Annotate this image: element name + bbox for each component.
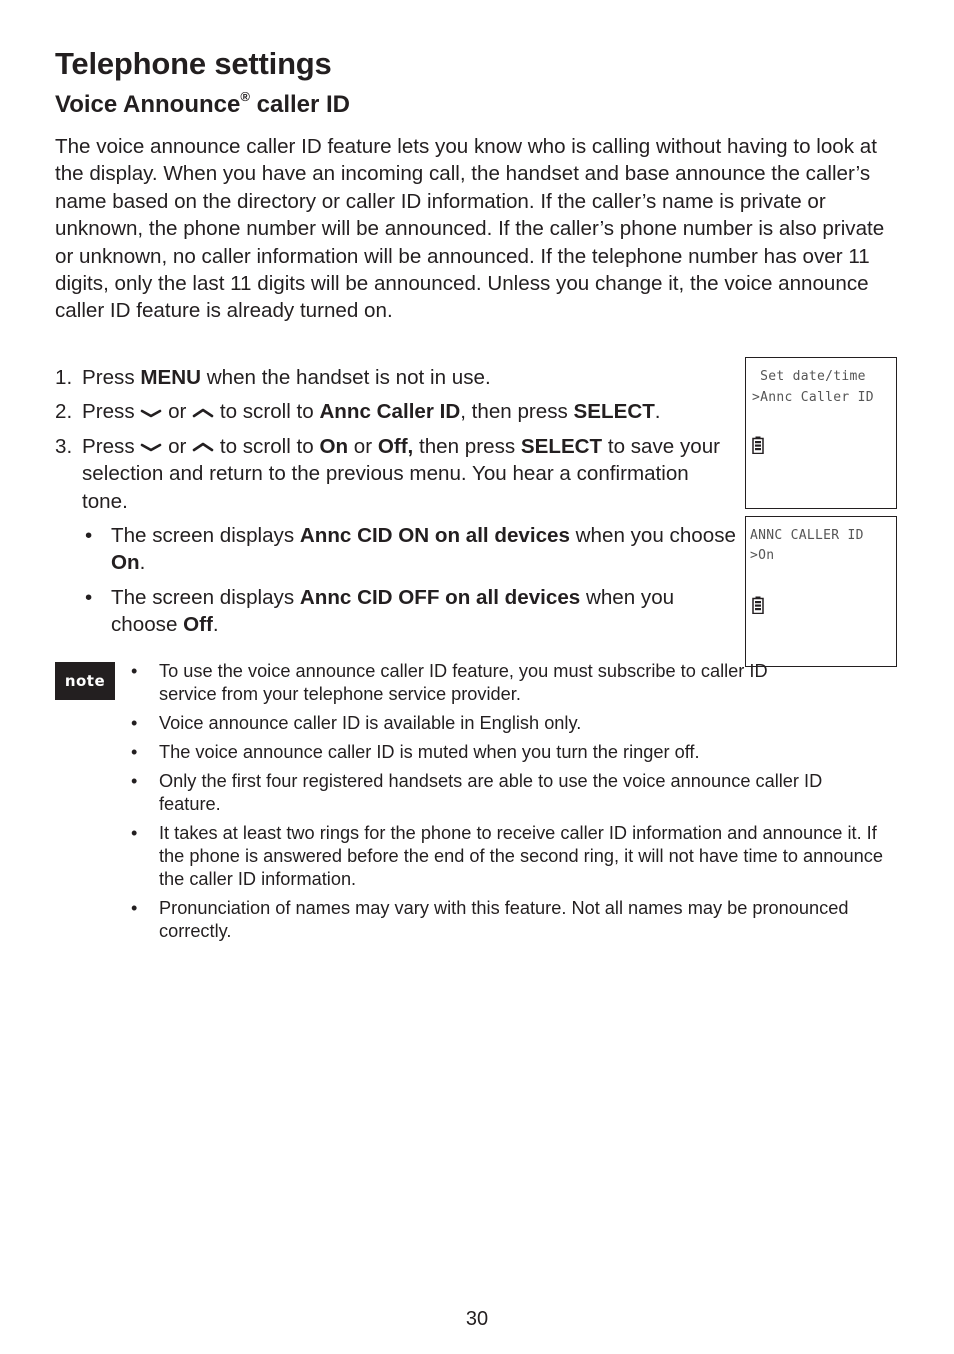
battery-icon [752,436,764,454]
step-text: to scroll to [214,400,320,424]
chevron-down-icon [140,440,162,454]
note-text: To use the voice announce caller ID feature, you must subscribe to caller ID service from your telephone service provider. [159,661,768,704]
note-text: It takes at least two rings for the phone to receive caller ID information and announce it. If the phone is answered before the end of the second ring, it will not have time to announce the caller ID information. [159,823,883,889]
bullet-text: . [212,613,219,637]
step-text: . [654,400,661,424]
page-number: 30 [465,1308,489,1330]
step-1 [55,364,742,391]
step-text: Press [82,434,141,458]
note-item [131,741,901,764]
step-2 [55,398,762,425]
bullet-dot: • [131,898,138,918]
bullet-dot: • [131,713,138,733]
notes-list [131,660,901,949]
note-item [131,712,901,735]
step-3 [55,433,722,515]
note-item [131,822,901,891]
step-number: 1. [55,366,73,389]
page-title: Telephone settings [55,46,332,81]
chevron-up-icon [192,406,214,420]
option-on: On [319,434,349,458]
option-off: Off [183,613,213,637]
chevron-up-icon [192,440,214,454]
screen-line: Set date/time [752,369,866,384]
bullet-dot: • [85,585,93,609]
bullet-dot: • [131,771,138,791]
note-item [131,897,859,943]
note-text: Pronunciation of names may vary with this feature. Not all names may be pronounced correctly. [159,898,849,941]
menu-option-annc-caller-id: Annc Caller ID [319,400,461,424]
screen-line: >On [750,548,775,563]
step-text: Press [82,400,141,424]
step-text: Press [82,366,141,389]
note-text: Voice announce caller ID is available in English only. [159,713,582,733]
note-badge: note [55,662,115,700]
step-text: or [162,400,193,424]
screen-message: Annc CID OFF on all devices [299,585,581,609]
screen-line: >Annc Caller ID [752,390,874,405]
screen-message: Annc CID ON on all devices [299,524,570,548]
note-item [131,660,769,706]
key-select: SELECT [573,400,655,424]
note-text: The voice announce caller ID is muted when you turn the ringer off. [159,742,700,762]
bullet-text: The screen displays [111,524,300,548]
step-text: to scroll to [214,434,320,458]
step-number: 2. [55,400,73,424]
bullet-text: when you choose [111,585,675,637]
key-select: SELECT [520,434,603,458]
bullet-dot: • [131,661,138,681]
step-number: 3. [55,434,73,458]
step-text: when the handset is not in use. [201,366,491,389]
step-text: or [348,434,378,458]
option-off: Off, [377,434,414,458]
note-text: Only the first four registered handsets are able to use the voice announce caller ID feature. [159,771,823,814]
section-title [55,91,350,119]
handset-screen-annc [745,516,897,667]
steps-list [55,364,735,646]
step-3-bullets [55,522,735,639]
bullet-text: when you choose [569,524,736,548]
handset-screen-menu [745,357,897,509]
note-item [131,770,859,816]
bullet-on [55,522,741,577]
screen-line: ANNC CALLER ID [750,528,864,543]
step-text: or [162,434,193,458]
key-menu: MENU [140,366,202,389]
bullet-text: . [139,551,146,575]
bullet-text: The screen displays [111,585,300,609]
option-on: On [111,551,140,575]
step-text: to save your selection and return to the previous menu. You hear a confirmation tone. [82,434,721,513]
bullet-off [55,584,741,639]
step-text: , then press [460,400,574,424]
battery-icon [752,596,764,614]
bullet-dot: • [131,742,138,762]
intro-paragraph: The voice announce caller ID feature lets you know who is calling without having to look at the display. When you have an incoming call, the handset and base announce the caller’s name based on the directory or caller ID information. If the caller’s name is private or unknown, the phone number will be announced. If the caller’s phone number is also private or unknown, no caller information will be announced. If the telephone number has over 11 digits, only the last 11 digits will be announced. Unless you change it, the voice announce caller ID feature is already turned on. [55,135,885,323]
bullet-dot: • [131,823,138,843]
chevron-down-icon [140,406,162,420]
bullet-dot: • [85,524,93,548]
registered-mark: ® [240,89,250,104]
section-title-end: caller ID [249,91,351,118]
section-title-main: Voice Announce [55,91,241,118]
step-text: then press [413,434,521,458]
